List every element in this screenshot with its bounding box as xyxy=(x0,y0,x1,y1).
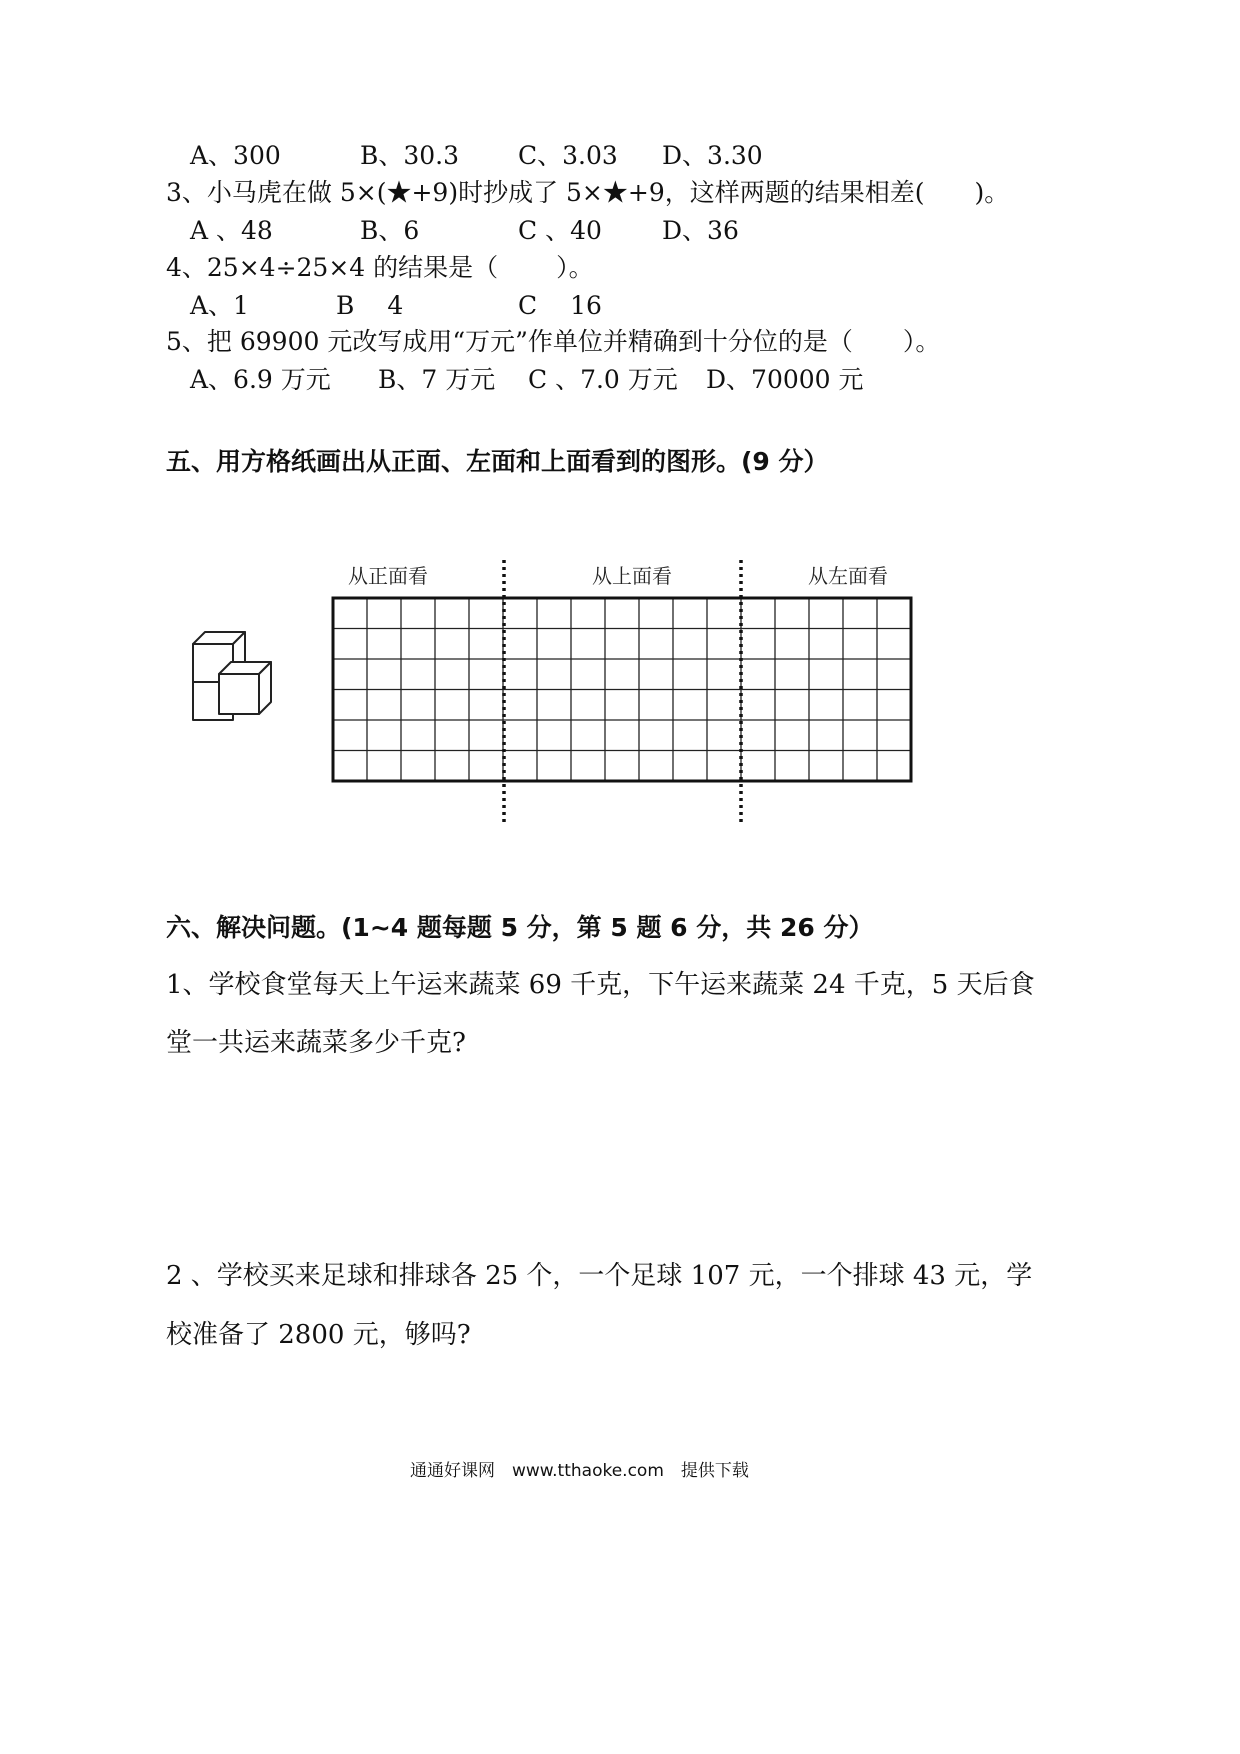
q5-option-d: D、70000 元 xyxy=(706,365,864,394)
label-front-view: 从正面看 xyxy=(348,564,428,588)
problem1-line1: 1、学校食堂每天上午运来蔬菜 69 千克，下午运来蔬菜 24 千克，5 天后食 xyxy=(166,970,1035,1000)
q5-text: 5、把 69900 元改写成用“万元”作单位并精确到十分位的是（ ）。 xyxy=(166,327,941,356)
q2-option-c: C、3.03 xyxy=(518,141,618,170)
label-left-view: 从左面看 xyxy=(808,564,888,588)
q3-option-b: B、6 xyxy=(360,216,420,245)
q4-option-a: A、1 xyxy=(190,291,249,320)
q3-text: 3、小马虎在做 5×(★+9)时抄成了 5×★+9，这样两题的结果相差( )。 xyxy=(166,178,1010,207)
q3-option-a: A 、48 xyxy=(190,216,273,245)
q5-option-b: B、7 万元 xyxy=(378,365,496,394)
problem2-line2: 校准备了 2800 元，够吗? xyxy=(166,1320,471,1350)
q3-option-c: C 、40 xyxy=(518,216,602,245)
q4-option-b: B 4 xyxy=(336,291,404,320)
q5-option-c: C 、7.0 万元 xyxy=(528,365,678,394)
section6-title: 六、解决问题。(1~4 题每题 5 分，第 5 题 6 分，共 26 分） xyxy=(166,913,874,942)
q3-option-d: D、36 xyxy=(662,216,739,245)
footer-text: 通通好课网 www.tthaoke.com 提供下载 xyxy=(410,1461,749,1481)
section5-title: 五、用方格纸画出从正面、左面和上面看到的图形。(9 分） xyxy=(166,447,829,476)
q4-option-c: C 16 xyxy=(518,291,602,320)
problem2-line1: 2 、学校买来足球和排球各 25 个，一个足球 107 元，一个排球 43 元，学 xyxy=(166,1261,1033,1291)
stacked-cubes-icon xyxy=(185,622,290,722)
q2-option-b: B、30.3 xyxy=(360,141,460,170)
q5-option-a: A、6.9 万元 xyxy=(190,365,331,394)
q2-option-d: D、3.30 xyxy=(662,141,763,170)
q2-option-a: A、300 xyxy=(190,141,281,170)
q4-text: 4、25×4÷25×4 的结果是（ ）。 xyxy=(166,253,594,282)
label-top-view: 从上面看 xyxy=(592,564,672,588)
grid-paper[interactable] xyxy=(300,550,940,830)
problem1-line2: 堂一共运来蔬菜多少千克? xyxy=(166,1028,466,1058)
